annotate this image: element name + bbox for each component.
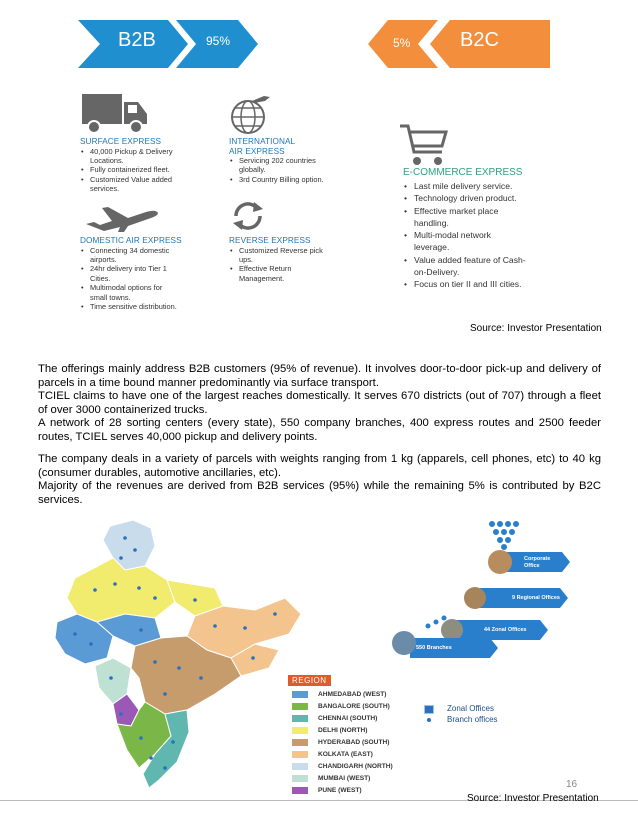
region-legend-item — [292, 785, 393, 797]
b2c-label: B2C — [460, 29, 499, 51]
b2c-percent: 5% — [393, 36, 411, 50]
region-color-swatch — [292, 703, 308, 710]
region-legend-item — [292, 748, 393, 760]
branch-offices-legend-label: Branch offices — [447, 715, 498, 724]
domestic-item: • Multimodal options for small towns. — [90, 283, 180, 302]
india-region-map — [55, 518, 305, 798]
reverse-item: • Customized Reverse pick ups. — [239, 246, 331, 265]
region-legend-label: BANGALORE (SOUTH) — [318, 702, 390, 710]
region-legend-label: AHMEDABAD (WEST) — [318, 690, 387, 698]
surface-express-block — [80, 137, 210, 194]
paragraph-line: The company deals in a variety of parcels with weights ranging from 1 kg (apparels, cell phones, etc) to 40 kg (consumer durables, automotive ancillaries, etc). — [38, 453, 601, 479]
regional-offices-label: 9 Regional Offices — [512, 595, 560, 601]
surface-express-title: SURFACE EXPRESS — [80, 137, 162, 146]
corporate-office-label: Corporate Office — [524, 556, 551, 569]
region-color-swatch — [292, 751, 308, 758]
reverse-express-block — [229, 236, 359, 283]
region-legend-label: HYDERABAD (SOUTH) — [318, 738, 390, 746]
source-caption-top: Source: Investor Presentation — [470, 323, 602, 334]
region-color-swatch — [292, 763, 308, 770]
region-legend-label: PUNE (WEST) — [318, 787, 362, 795]
international-item: • Servicing 202 countries globally. — [239, 156, 339, 175]
ecommerce-item: • Effective market place handling. — [414, 205, 514, 230]
branch-office-dot-icon — [427, 718, 431, 722]
airplane-icon — [84, 204, 160, 234]
surface-item: • Fully containerized fleet. — [90, 165, 210, 174]
region-legend-item — [292, 712, 393, 724]
page-number: 16 — [566, 779, 578, 790]
zonal-offices-label: 44 Zonal Offices — [484, 627, 527, 633]
region-legend-item — [292, 724, 393, 736]
region-color-swatch — [292, 775, 308, 782]
refresh-icon — [230, 198, 266, 234]
region-legend — [292, 688, 393, 797]
international-item: • 3rd Country Billing option. — [239, 175, 369, 184]
surface-item: • 40,000 Pickup & Delivery Locations. — [90, 147, 190, 166]
zonal-office-marker-icon — [424, 705, 434, 714]
b2b-percent: 95% — [206, 34, 231, 48]
branches-label: 550 Branches — [416, 645, 452, 651]
region-legend-label: DELHI (NORTH) — [318, 726, 368, 734]
reverse-item: • Effective Return Management. — [239, 264, 319, 283]
ecommerce-item: • Last mile delivery service. — [414, 180, 553, 192]
paragraph-line: A network of 28 sorting centers (every state), 550 company branches, 400 express routes and 2500 feeder routes, TCIEL serves 40,000 pickup and delivery points. — [38, 417, 601, 443]
region-legend-item — [292, 688, 393, 700]
zonal-offices-legend-label: Zonal Offices — [447, 704, 494, 713]
ecommerce-item: • Focus on tier II and III cities. — [414, 278, 553, 290]
paragraph-line: Majority of the revenues are derived from B2B services (95%) while the remaining 5% is contributed by B2C services. — [38, 480, 601, 506]
ecommerce-item: • Multi-modal network leverage. — [414, 229, 504, 254]
international-air-title: INTERNATIONAL AIR EXPRESS — [229, 137, 295, 156]
region-color-swatch — [292, 727, 308, 734]
b2b-banner — [78, 12, 260, 72]
shopping-cart-icon — [398, 122, 450, 168]
reverse-express-title: REVERSE EXPRESS — [229, 236, 311, 245]
region-legend-item — [292, 700, 393, 712]
source-caption-bottom: Source: Investor Presentation — [467, 793, 599, 804]
paragraph-parcels — [38, 453, 601, 507]
region-color-swatch — [292, 691, 308, 698]
domestic-item: • Time sensitive distribution. — [90, 302, 210, 311]
domestic-item: • Connecting 34 domestic airports. — [90, 246, 175, 265]
region-legend-item — [292, 761, 393, 773]
paragraph-line: The offerings mainly address B2B customers (95% of revenue). It involves door-to-door pick-up and delivery of parcels in a time bound manner predominantly via surface transport. — [38, 363, 601, 389]
region-color-swatch — [292, 715, 308, 722]
region-legend-label: CHENNAI (SOUTH) — [318, 714, 378, 722]
region-legend-label: MUMBAI (WEST) — [318, 775, 371, 783]
ecommerce-express-title: E-COMMERCE EXPRESS — [403, 167, 523, 178]
globe-plane-icon — [228, 93, 272, 135]
region-color-swatch — [292, 787, 308, 794]
domestic-air-title: DOMESTIC AIR EXPRESS — [80, 236, 182, 245]
ecommerce-express-block — [403, 167, 553, 291]
region-legend-label: CHANDIGARH (NORTH) — [318, 763, 393, 771]
region-legend-label: KOLKATA (EAST) — [318, 751, 373, 759]
ecommerce-item: • Value added feature of Cash-on-Delivery. — [414, 254, 534, 279]
domestic-air-block — [80, 236, 210, 311]
surface-item: • Customized Value added services. — [90, 175, 185, 194]
b2b-label: B2B — [118, 29, 156, 51]
paragraph-offerings — [38, 363, 601, 445]
office-hierarchy-graphic — [380, 518, 580, 658]
international-air-block — [229, 137, 369, 184]
truck-icon — [80, 92, 150, 134]
paragraph-line: TCIEL claims to have one of the largest reaches domestically. It serves 670 districts (out of 707) through a fleet of over 3000 containerized trucks. — [38, 390, 601, 416]
ecommerce-item: • Technology driven product. — [414, 192, 553, 204]
region-legend-item — [292, 773, 393, 785]
domestic-item: • 24hr delivery into Tier 1 Cities. — [90, 264, 175, 283]
region-legend-title: REGION — [288, 675, 331, 686]
region-color-swatch — [292, 739, 308, 746]
region-legend-item — [292, 736, 393, 748]
